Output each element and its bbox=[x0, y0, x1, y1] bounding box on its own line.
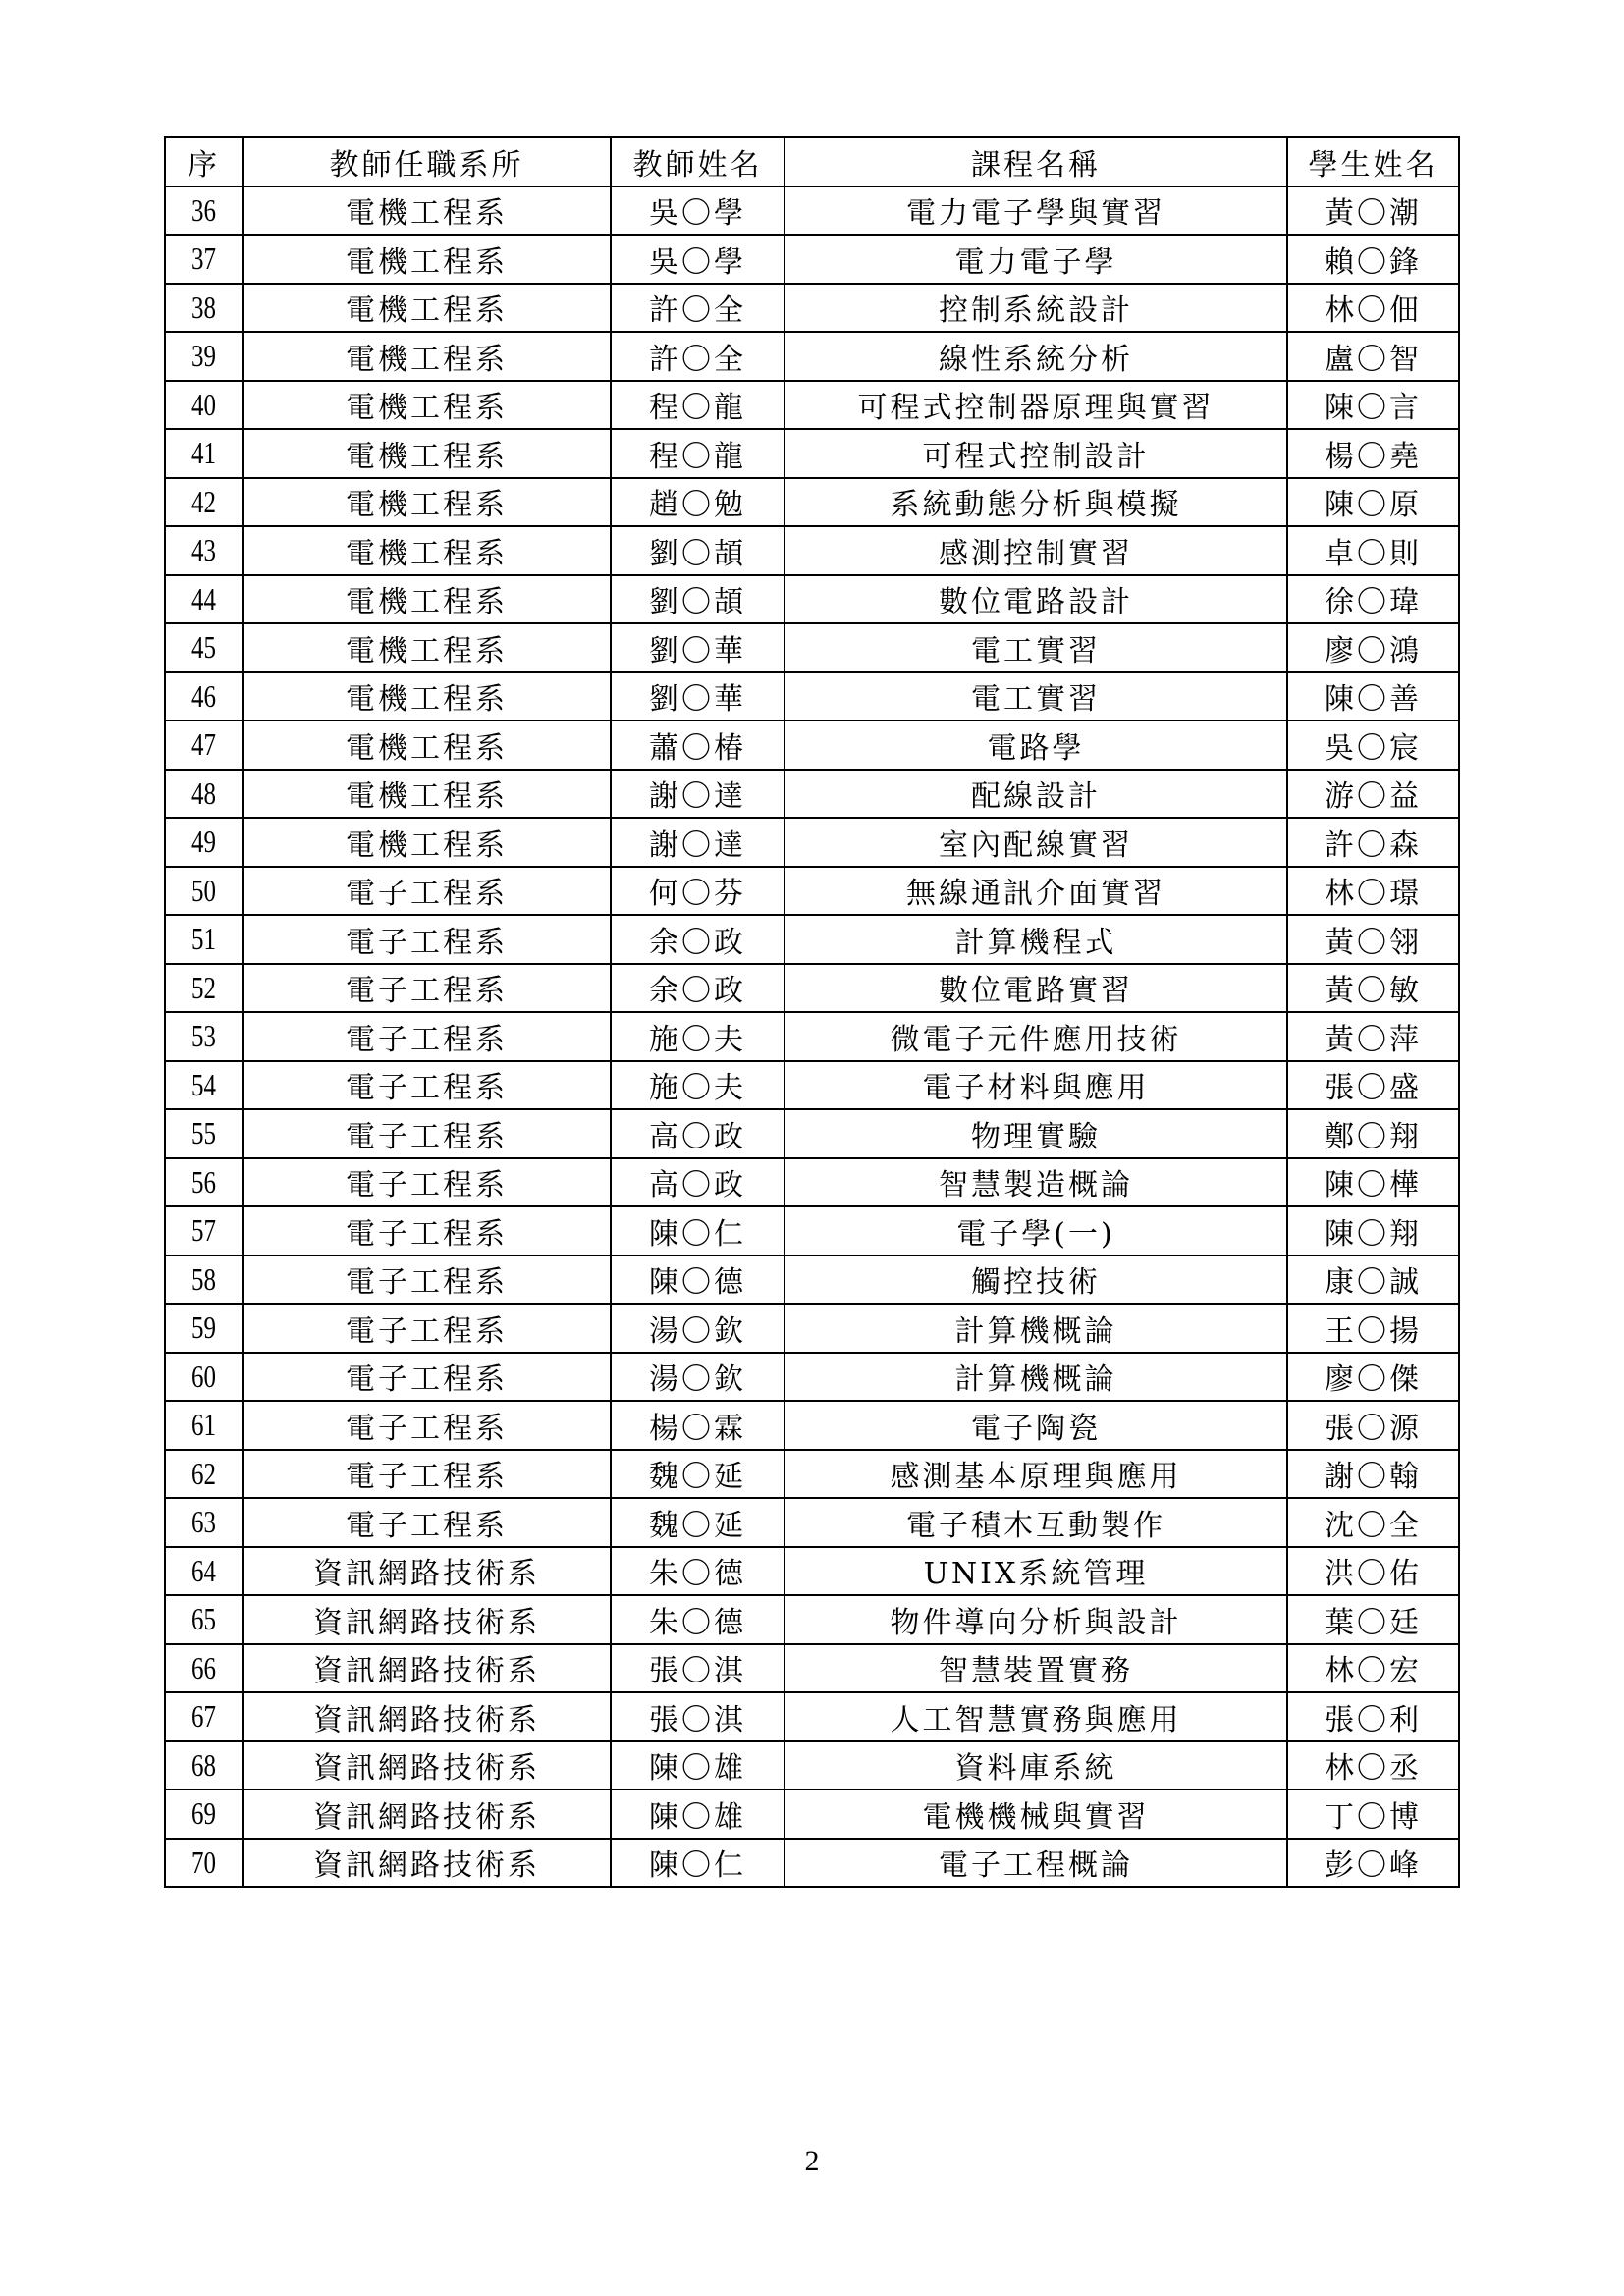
header-teacher-name: 教師姓名 bbox=[611, 137, 785, 187]
department-cell: 資訊網路技術系 bbox=[243, 1741, 611, 1790]
student-name-cell: 沈〇全 bbox=[1287, 1498, 1459, 1547]
table-row bbox=[165, 381, 1459, 430]
student-name-cell: 陳〇原 bbox=[1287, 478, 1459, 527]
table-row bbox=[165, 1061, 1459, 1110]
course-name-cell: 感測基本原理與應用 bbox=[785, 1450, 1287, 1499]
table-row bbox=[165, 429, 1459, 478]
table-row bbox=[165, 1401, 1459, 1450]
row-index: 45 bbox=[174, 623, 235, 672]
row-index: 49 bbox=[174, 818, 235, 867]
student-name-cell: 游〇益 bbox=[1287, 770, 1459, 819]
teacher-name-cell: 高〇政 bbox=[611, 1109, 785, 1158]
course-name-cell: 電子工程概論 bbox=[785, 1839, 1287, 1888]
course-name-cell: 電子學(一) bbox=[785, 1206, 1287, 1255]
teacher-name-cell: 許〇全 bbox=[611, 284, 785, 333]
row-index: 55 bbox=[174, 1109, 235, 1158]
department-cell: 電子工程系 bbox=[243, 915, 611, 964]
table-row bbox=[165, 1206, 1459, 1255]
student-name-cell: 林〇佃 bbox=[1287, 284, 1459, 333]
table-row bbox=[165, 1839, 1459, 1888]
table-row bbox=[165, 1255, 1459, 1305]
course-name-cell: 控制系統設計 bbox=[785, 284, 1287, 333]
table-row bbox=[165, 1789, 1459, 1839]
teacher-name-cell: 劉〇頡 bbox=[611, 526, 785, 575]
row-index: 39 bbox=[174, 332, 235, 381]
department-cell: 電機工程系 bbox=[243, 526, 611, 575]
table-row bbox=[165, 235, 1459, 284]
teacher-name-cell: 陳〇仁 bbox=[611, 1839, 785, 1888]
teacher-name-cell: 余〇政 bbox=[611, 964, 785, 1013]
row-index: 58 bbox=[174, 1255, 235, 1305]
department-cell: 電子工程系 bbox=[243, 1109, 611, 1158]
teacher-name-cell: 朱〇德 bbox=[611, 1547, 785, 1596]
row-index: 68 bbox=[174, 1741, 235, 1790]
teacher-name-cell: 劉〇華 bbox=[611, 672, 785, 721]
page-number: 2 bbox=[804, 2145, 820, 2177]
teacher-name-cell: 湯〇欽 bbox=[611, 1353, 785, 1402]
course-name-cell: 電子材料與應用 bbox=[785, 1061, 1287, 1110]
student-name-cell: 卓〇則 bbox=[1287, 526, 1459, 575]
course-name-cell: 物件導向分析與設計 bbox=[785, 1595, 1287, 1644]
course-name-cell: 電力電子學與實習 bbox=[785, 187, 1287, 236]
row-index: 41 bbox=[174, 429, 235, 478]
student-name-cell: 張〇利 bbox=[1287, 1692, 1459, 1741]
teacher-name-cell: 趙〇勉 bbox=[611, 478, 785, 527]
row-index: 51 bbox=[174, 915, 235, 964]
student-name-cell: 盧〇智 bbox=[1287, 332, 1459, 381]
table-row bbox=[165, 332, 1459, 381]
row-index: 53 bbox=[174, 1012, 235, 1061]
teacher-name-cell: 陳〇雄 bbox=[611, 1789, 785, 1839]
table-row bbox=[165, 1012, 1459, 1061]
teacher-name-cell: 謝〇達 bbox=[611, 818, 785, 867]
course-name-cell: 資料庫系統 bbox=[785, 1741, 1287, 1790]
teacher-name-cell: 謝〇達 bbox=[611, 770, 785, 819]
row-index: 56 bbox=[174, 1158, 235, 1207]
course-name-cell: 人工智慧實務與應用 bbox=[785, 1692, 1287, 1741]
department-cell: 電子工程系 bbox=[243, 1450, 611, 1499]
teacher-name-cell: 劉〇華 bbox=[611, 623, 785, 672]
table-row bbox=[165, 1644, 1459, 1693]
course-name-cell: 可程式控制器原理與實習 bbox=[785, 381, 1287, 430]
department-cell: 電子工程系 bbox=[243, 1255, 611, 1305]
course-name-cell: 電路學 bbox=[785, 721, 1287, 770]
student-name-cell: 陳〇翔 bbox=[1287, 1206, 1459, 1255]
table-row bbox=[165, 672, 1459, 721]
teacher-name-cell: 湯〇欽 bbox=[611, 1304, 785, 1353]
table-row bbox=[165, 1692, 1459, 1741]
course-name-cell: UNIX系統管理 bbox=[785, 1547, 1287, 1596]
teacher-name-cell: 吳〇學 bbox=[611, 187, 785, 236]
row-index: 46 bbox=[174, 672, 235, 721]
row-index: 70 bbox=[174, 1839, 235, 1888]
course-name-cell: 線性系統分析 bbox=[785, 332, 1287, 381]
course-name-cell: 智慧裝置實務 bbox=[785, 1644, 1287, 1693]
department-cell: 資訊網路技術系 bbox=[243, 1839, 611, 1888]
student-name-cell: 洪〇佑 bbox=[1287, 1547, 1459, 1596]
student-name-cell: 張〇源 bbox=[1287, 1401, 1459, 1450]
teacher-name-cell: 許〇全 bbox=[611, 332, 785, 381]
table-row bbox=[165, 1498, 1459, 1547]
table-row bbox=[165, 575, 1459, 624]
table-header-row bbox=[165, 137, 1459, 187]
row-index: 52 bbox=[174, 964, 235, 1013]
department-cell: 電子工程系 bbox=[243, 1304, 611, 1353]
department-cell: 電子工程系 bbox=[243, 964, 611, 1013]
student-name-cell: 鄭〇翔 bbox=[1287, 1109, 1459, 1158]
table-row bbox=[165, 1595, 1459, 1644]
department-cell: 電子工程系 bbox=[243, 1012, 611, 1061]
student-name-cell: 葉〇廷 bbox=[1287, 1595, 1459, 1644]
row-index: 47 bbox=[174, 721, 235, 770]
department-cell: 資訊網路技術系 bbox=[243, 1595, 611, 1644]
student-name-cell: 廖〇鴻 bbox=[1287, 623, 1459, 672]
course-name-cell: 電機機械與實習 bbox=[785, 1789, 1287, 1839]
department-cell: 電子工程系 bbox=[243, 1498, 611, 1547]
department-cell: 電機工程系 bbox=[243, 429, 611, 478]
teacher-name-cell: 劉〇頡 bbox=[611, 575, 785, 624]
table-row bbox=[165, 1304, 1459, 1353]
table-row bbox=[165, 1109, 1459, 1158]
table-row bbox=[165, 818, 1459, 867]
department-cell: 資訊網路技術系 bbox=[243, 1692, 611, 1741]
table-row bbox=[165, 1450, 1459, 1499]
department-cell: 電機工程系 bbox=[243, 284, 611, 333]
teacher-name-cell: 陳〇雄 bbox=[611, 1741, 785, 1790]
row-index: 40 bbox=[174, 381, 235, 430]
table-row bbox=[165, 187, 1459, 236]
teacher-name-cell: 楊〇霖 bbox=[611, 1401, 785, 1450]
course-name-cell: 配線設計 bbox=[785, 770, 1287, 819]
course-name-cell: 電子陶瓷 bbox=[785, 1401, 1287, 1450]
header-department: 教師任職系所 bbox=[243, 137, 611, 187]
row-index: 48 bbox=[174, 770, 235, 819]
row-index: 67 bbox=[174, 1692, 235, 1741]
department-cell: 電子工程系 bbox=[243, 1353, 611, 1402]
department-cell: 電機工程系 bbox=[243, 672, 611, 721]
row-index: 54 bbox=[174, 1061, 235, 1110]
department-cell: 電機工程系 bbox=[243, 235, 611, 284]
table-row bbox=[165, 964, 1459, 1013]
teacher-name-cell: 朱〇德 bbox=[611, 1595, 785, 1644]
teacher-name-cell: 程〇龍 bbox=[611, 429, 785, 478]
course-name-cell: 微電子元件應用技術 bbox=[785, 1012, 1287, 1061]
row-index: 42 bbox=[174, 478, 235, 527]
header-course-name: 課程名稱 bbox=[785, 137, 1287, 187]
course-name-cell: 無線通訊介面實習 bbox=[785, 867, 1287, 916]
table-row bbox=[165, 526, 1459, 575]
course-name-cell: 計算機程式 bbox=[785, 915, 1287, 964]
department-cell: 資訊網路技術系 bbox=[243, 1644, 611, 1693]
student-name-cell: 張〇盛 bbox=[1287, 1061, 1459, 1110]
table-row bbox=[165, 623, 1459, 672]
teacher-name-cell: 魏〇延 bbox=[611, 1498, 785, 1547]
department-cell: 電機工程系 bbox=[243, 818, 611, 867]
student-name-cell: 賴〇鋒 bbox=[1287, 235, 1459, 284]
course-name-cell: 感測控制實習 bbox=[785, 526, 1287, 575]
student-name-cell: 黃〇翎 bbox=[1287, 915, 1459, 964]
table-row bbox=[165, 721, 1459, 770]
header-index: 序 bbox=[165, 137, 243, 187]
department-cell: 電機工程系 bbox=[243, 332, 611, 381]
department-cell: 電機工程系 bbox=[243, 187, 611, 236]
teacher-name-cell: 陳〇仁 bbox=[611, 1206, 785, 1255]
student-name-cell: 陳〇言 bbox=[1287, 381, 1459, 430]
teacher-name-cell: 陳〇德 bbox=[611, 1255, 785, 1305]
row-index: 60 bbox=[174, 1353, 235, 1402]
table-row bbox=[165, 284, 1459, 333]
row-index: 50 bbox=[174, 867, 235, 916]
teacher-name-cell: 魏〇延 bbox=[611, 1450, 785, 1499]
course-name-cell: 電工實習 bbox=[785, 672, 1287, 721]
department-cell: 電機工程系 bbox=[243, 478, 611, 527]
teacher-name-cell: 高〇政 bbox=[611, 1158, 785, 1207]
table-row bbox=[165, 1158, 1459, 1207]
row-index: 62 bbox=[174, 1450, 235, 1499]
department-cell: 電機工程系 bbox=[243, 381, 611, 430]
row-index: 66 bbox=[174, 1644, 235, 1693]
student-name-cell: 林〇宏 bbox=[1287, 1644, 1459, 1693]
department-cell: 電子工程系 bbox=[243, 1061, 611, 1110]
row-index: 36 bbox=[174, 187, 235, 236]
course-name-cell: 觸控技術 bbox=[785, 1255, 1287, 1305]
student-name-cell: 黃〇萍 bbox=[1287, 1012, 1459, 1061]
teacher-name-cell: 施〇夫 bbox=[611, 1061, 785, 1110]
student-name-cell: 黃〇敏 bbox=[1287, 964, 1459, 1013]
student-name-cell: 彭〇峰 bbox=[1287, 1839, 1459, 1888]
department-cell: 電子工程系 bbox=[243, 1158, 611, 1207]
teacher-name-cell: 施〇夫 bbox=[611, 1012, 785, 1061]
teacher-name-cell: 余〇政 bbox=[611, 915, 785, 964]
student-name-cell: 謝〇翰 bbox=[1287, 1450, 1459, 1499]
course-name-cell: 系統動態分析與模擬 bbox=[785, 478, 1287, 527]
course-name-cell: 可程式控制設計 bbox=[785, 429, 1287, 478]
table-body bbox=[165, 187, 1459, 1888]
teacher-name-cell: 張〇淇 bbox=[611, 1692, 785, 1741]
student-name-cell: 林〇丞 bbox=[1287, 1741, 1459, 1790]
header-student-name: 學生姓名 bbox=[1287, 137, 1459, 187]
table-row bbox=[165, 1547, 1459, 1596]
row-index: 37 bbox=[174, 235, 235, 284]
teacher-name-cell: 蕭〇椿 bbox=[611, 721, 785, 770]
student-name-cell: 林〇璟 bbox=[1287, 867, 1459, 916]
teacher-name-cell: 張〇淇 bbox=[611, 1644, 785, 1693]
course-name-cell: 電力電子學 bbox=[785, 235, 1287, 284]
student-name-cell: 廖〇傑 bbox=[1287, 1353, 1459, 1402]
teacher-name-cell: 程〇龍 bbox=[611, 381, 785, 430]
course-name-cell: 計算機概論 bbox=[785, 1304, 1287, 1353]
table-row bbox=[165, 478, 1459, 527]
teacher-course-student-table bbox=[164, 136, 1460, 1888]
department-cell: 電機工程系 bbox=[243, 623, 611, 672]
student-name-cell: 陳〇樺 bbox=[1287, 1158, 1459, 1207]
course-name-cell: 智慧製造概論 bbox=[785, 1158, 1287, 1207]
course-name-cell: 電子積木互動製作 bbox=[785, 1498, 1287, 1547]
course-name-cell: 電工實習 bbox=[785, 623, 1287, 672]
department-cell: 資訊網路技術系 bbox=[243, 1789, 611, 1839]
student-name-cell: 黃〇潮 bbox=[1287, 187, 1459, 236]
course-name-cell: 數位電路設計 bbox=[785, 575, 1287, 624]
table-row bbox=[165, 867, 1459, 916]
row-index: 43 bbox=[174, 526, 235, 575]
student-name-cell: 王〇揚 bbox=[1287, 1304, 1459, 1353]
student-name-cell: 徐〇瑋 bbox=[1287, 575, 1459, 624]
course-name-cell: 數位電路實習 bbox=[785, 964, 1287, 1013]
row-index: 64 bbox=[174, 1547, 235, 1596]
department-cell: 電機工程系 bbox=[243, 721, 611, 770]
course-name-cell: 物理實驗 bbox=[785, 1109, 1287, 1158]
course-name-cell: 室內配線實習 bbox=[785, 818, 1287, 867]
table-row bbox=[165, 770, 1459, 819]
row-index: 59 bbox=[174, 1304, 235, 1353]
row-index: 38 bbox=[174, 284, 235, 333]
department-cell: 電子工程系 bbox=[243, 867, 611, 916]
department-cell: 電子工程系 bbox=[243, 1401, 611, 1450]
row-index: 44 bbox=[174, 575, 235, 624]
table-row bbox=[165, 1353, 1459, 1402]
row-index: 69 bbox=[174, 1789, 235, 1839]
row-index: 57 bbox=[174, 1206, 235, 1255]
student-name-cell: 吳〇宸 bbox=[1287, 721, 1459, 770]
department-cell: 電機工程系 bbox=[243, 770, 611, 819]
student-name-cell: 康〇誠 bbox=[1287, 1255, 1459, 1305]
student-name-cell: 丁〇博 bbox=[1287, 1789, 1459, 1839]
department-cell: 資訊網路技術系 bbox=[243, 1547, 611, 1596]
student-name-cell: 許〇森 bbox=[1287, 818, 1459, 867]
table-row bbox=[165, 915, 1459, 964]
row-index: 63 bbox=[174, 1498, 235, 1547]
table-row bbox=[165, 1741, 1459, 1790]
department-cell: 電機工程系 bbox=[243, 575, 611, 624]
department-cell: 電子工程系 bbox=[243, 1206, 611, 1255]
student-name-cell: 楊〇堯 bbox=[1287, 429, 1459, 478]
teacher-name-cell: 吳〇學 bbox=[611, 235, 785, 284]
student-name-cell: 陳〇善 bbox=[1287, 672, 1459, 721]
row-index: 65 bbox=[174, 1595, 235, 1644]
course-name-cell: 計算機概論 bbox=[785, 1353, 1287, 1402]
row-index: 61 bbox=[174, 1401, 235, 1450]
teacher-name-cell: 何〇芬 bbox=[611, 867, 785, 916]
